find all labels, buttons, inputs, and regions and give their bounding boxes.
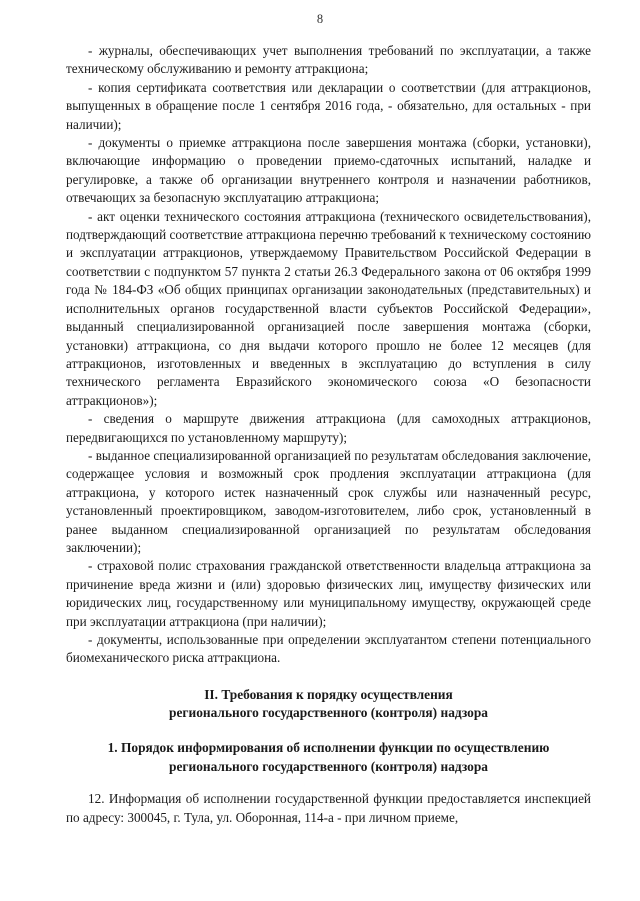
list-item-technical-assessment-act: - акт оценки технического состояния аттракциона (технического освидетельствования), подтверждающий соответствие аттракциона перечню требований к техническому состоянию и эксплуатации аттракционов, утверждаемому Правительством Российской Федерации в соответствии с подпунктом 57 пункта 2 статьи 26.3 Федерального закона от 06 октября 1999 года № 184-ФЗ «Об общих принципах организации законодательных (представительных) и исполнительных органов государственной власти субъектов Российской Федерации», выданный специализированной организацией после завершения монтажа (сборки, установки) аттракциона, со дня выдачи которого прошло не более 12 месяцев (для аттракционов, изготовленных и введенных в эксплуатацию до вступления в силу технического регламента Евразийского экономического союза «О безопасности аттракционов»); — [66, 208, 591, 408]
list-item-inspection-conclusion: - выданное специализированной организацией по результатам обследования заключение, содержащее условия и возможный срок продления эксплуатации аттракциона (для аттракциона, у которого истек назначенный срок службы или назначенный ресурс, установленный проектировщиком, заводом-изготовителем, либо срок, установленный в ранее выданном специализированной организацией по результатам обследования заключении); — [66, 447, 591, 555]
subsection-heading-line2: регионального государственного (контроля) надзора — [169, 758, 488, 774]
document-body — [66, 42, 591, 827]
list-item-acceptance-documents: - документы о приемке аттракциона после завершения монтажа (сборки, установки), включающие информацию о проведении приемо-сдаточных испытаний, наладке и регулировке, а также об организации внутреннего контроля и назначении работников, отвечающих за безопасную эксплуатацию аттракциона; — [66, 135, 591, 206]
section-heading-line1: II. Требования к порядку осуществления — [204, 686, 453, 702]
list-item-journals: - журналы, обеспечивающих учет выполнения требований по эксплуатации, а также техническому обслуживанию и ремонту аттракциона; — [66, 43, 591, 77]
page-number: 8 — [316, 12, 324, 26]
section-heading-line2: регионального государственного (контроля) надзора — [169, 705, 488, 721]
list-item-insurance-policy: - страховой полис страхования гражданской ответственности владельца аттракциона за причинение вреда жизни и (или) здоровью физических лиц, имуществу физических или юридических лиц, государственному или муниципальному имуществу, окружающей среде при эксплуатации аттракциона (при наличии); — [66, 558, 591, 629]
list-item-route-info: - сведения о маршруте движения аттракциона (для самоходных аттракционов, передвигающихся по установленному маршруту); — [66, 411, 591, 445]
list-item-certificate-copy: - копия сертификата соответствия или декларации о соответствии (для аттракционов, выпущенных в обращение после 1 сентября 2016 года, - обязательно, для остальных - при наличии); — [66, 79, 591, 132]
paragraph-12: 12. Информация об исполнении государственной функции предоставляется инспекцией по адресу: 300045, г. Тула, ул. Оборонная, 114-а - при личном приеме, — [66, 791, 591, 825]
subsection-heading-line1: 1. Порядок информирования об исполнении функции по осуществлению — [107, 740, 550, 755]
list-item-risk-documents: - документы, использованные при определении эксплуатантом степени потенциального биомеханического риска аттракциона. — [66, 632, 591, 666]
